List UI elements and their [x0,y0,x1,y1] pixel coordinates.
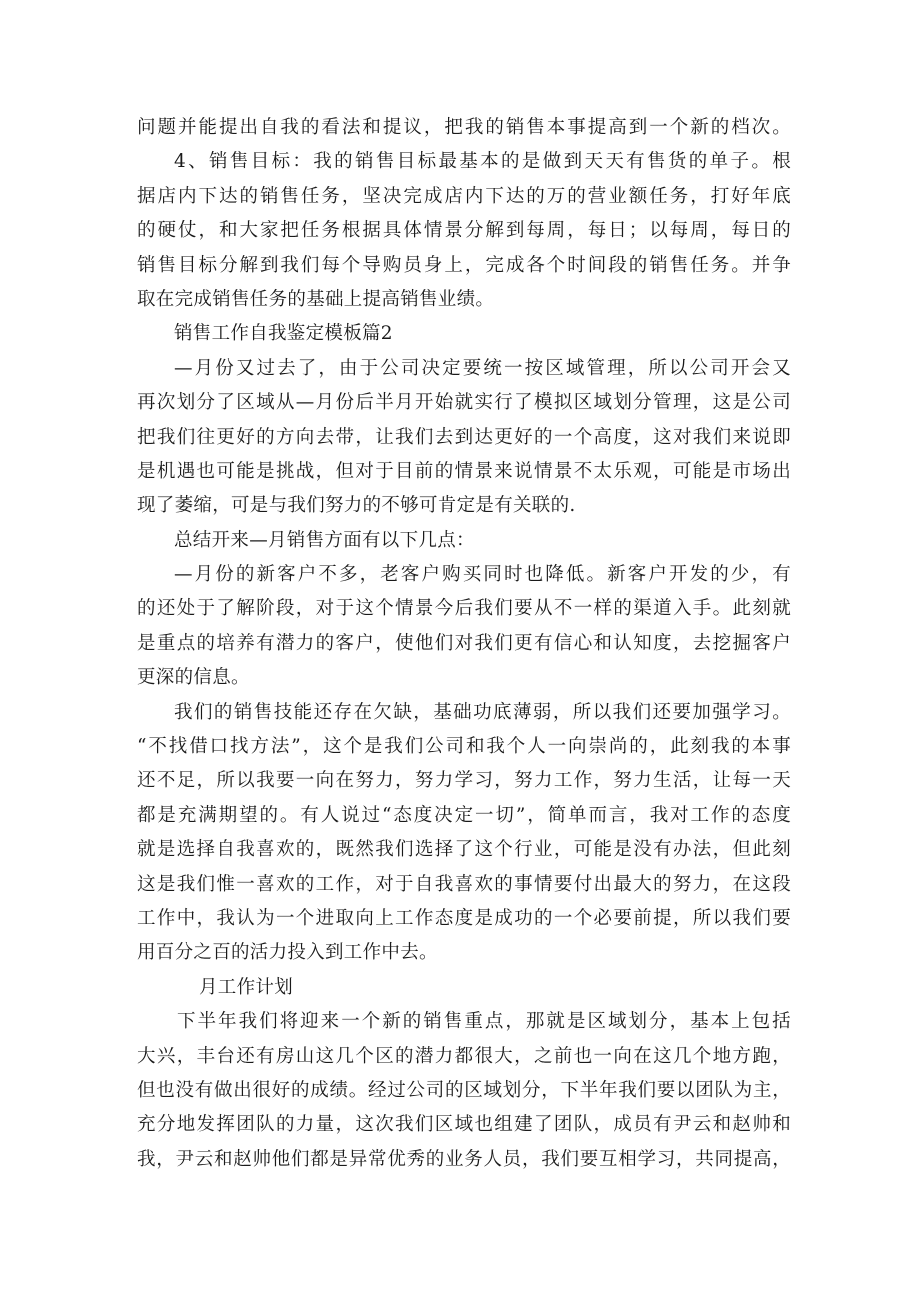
text-line: 大兴，丰台还有房山这几个区的潜力都很大，之前也一向在这几个地方跑， [137,1045,791,1067]
text-line: 我，尹云和赵帅他们都是异常优秀的业务人员，我们要互相学习，共同提高， [137,1148,791,1170]
text-line: 是重点的培养有潜力的客户，使他们对我们更有信心和认知度，去挖掘客户 [137,632,791,654]
document-page [137,111,791,1177]
text-line: “不找借口找方法”，这个是我们公司和我个人一向崇尚的，此刻我的本事 [137,736,791,758]
text-line: 用百分之百的活力投入到工作中去。 [137,942,438,964]
text-line: 是机遇也可能是挑战，但对于目前的情景来说情景不太乐观，可能是市场出 [137,460,791,482]
text-line: 的硬仗，和大家把任务根据具体情景分解到每周，每日；以每周，每日的 [137,220,791,242]
text-line: 问题并能提出自我的看法和提议，把我的销售本事提高到一个新的档次。 [137,117,791,138]
text-line: 这是我们惟一喜欢的工作，对于自我喜欢的事情要付出最大的努力，在这段 [137,873,791,895]
text-line: —月份又过去了，由于公司决定要统一按区域管理，所以公司开会又 [174,357,791,379]
text-line: —月份的新客户不多，老客户购买同时也降低。新客户开发的少，有 [174,564,791,586]
text-line: 总结开来—月销售方面有以下几点： [174,529,475,551]
section-heading: 月工作计划 [199,976,294,998]
text-line: 销售目标分解到我们每个导购员身上，完成各个时间段的销售任务。并争 [137,254,791,276]
text-line: 充分地发挥团队的力量，这次我们区域也组建了团队，成员有尹云和赵帅和 [137,1114,791,1136]
text-line: 4、销售目标：我的销售目标最基本的是做到天天有售货的单子。根 [174,151,791,173]
text-line: 但也没有做出很好的成绩。经过公司的区域划分，下半年我们要以团队为主， [137,1079,791,1101]
text-line: 就是选择自我喜欢的，既然我们选择了这个行业，可能是没有办法，但此刻 [137,839,791,861]
text-line: 据店内下达的销售任务，坚决完成店内下达的万的营业额任务，打好年底 [137,185,791,207]
text-line: 都是充满期望的。有人说过“态度决定一切”，简单而言，我对工作的态度 [137,804,791,826]
text-line: 的还处于了解阶段，对于这个情景今后我们要从不一样的渠道入手。此刻就 [137,598,791,620]
text-line: 把我们往更好的方向去带，让我们去到达更好的一个高度，这对我们来说即 [137,426,791,448]
text-line: 还不足，所以我要一向在努力，努力学习，努力工作，努力生活，让每一天 [137,770,791,792]
text-line: 下半年我们将迎来一个新的销售重点，那就是区域划分，基本上包括 [177,1011,791,1033]
text-line: 我们的销售技能还存在欠缺，基础功底薄弱，所以我们还要加强学习。 [174,701,791,723]
text-line: 再次划分了区域从—月份后半月开始就实行了模拟区域划分管理，这是公司 [137,392,791,414]
text-line: 工作中，我认为一个进取向上工作态度是成功的一个必要前提，所以我们要 [137,907,791,929]
section-heading: 销售工作自我鉴定模板篇2 [174,323,393,345]
text-line: 现了萎缩，可是与我们努力的不够可肯定是有关联的. [137,495,576,517]
text-line: 更深的信息。 [137,667,250,689]
text-line: 取在完成销售任务的基础上提高销售业绩。 [137,288,495,310]
